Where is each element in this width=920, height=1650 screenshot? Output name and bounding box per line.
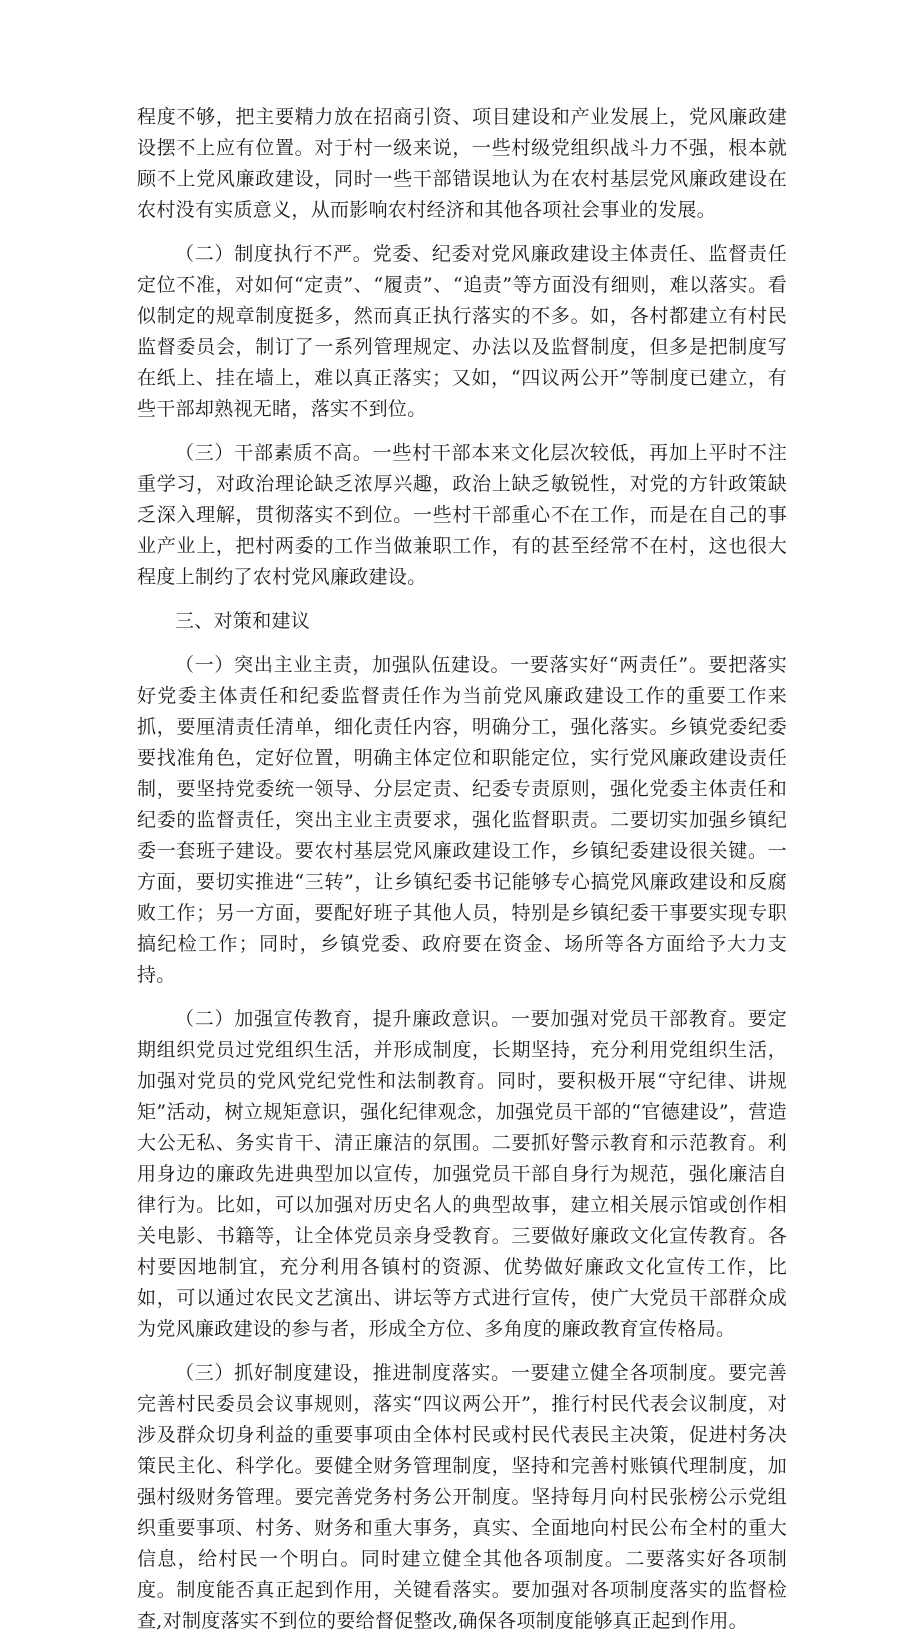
section-heading-countermeasures: 三、对策和建议 — [175, 610, 311, 632]
document-page — [137, 102, 787, 1650]
paragraph-main-duty: （一）突出主业主责，加强队伍建设。一要落实好“两责任”。要把落实好党委主体责任和纪委监督责任作为当前党风廉政建设工作的重要工作来抓，要厘清责任清单，细化责任内容，明确分工，强化落实。乡镇党委纪委要找准角色，定好位置，明确主体定位和职能定位，实行党风廉政建设责任制，要坚持党委统一领导、分层定责、纪委专责原则，强化党委主体责任和纪委的监督责任，突出主业主责要求，强化监督职责。二要切实加强乡镇纪委一套班子建设。要农村基层党风廉政建设工作，乡镇纪委建设很关键。一方面，要切实推进“三转”，让乡镇纪委书记能够专心搞党风廉政建设和反腐败工作；另一方面，要配好班子其他人员，特别是乡镇纪委干事要实现专职搞纪检工作；同时，乡镇党委、政府要在资金、场所等各方面给予大力支持。 — [137, 654, 787, 986]
paragraph-cadre-quality: （三）干部素质不高。一些村干部本来文化层次较低，再加上平时不注重学习，对政治理论缺乏浓厚兴趣，政治上缺乏敏锐性，对党的方针政策缺乏深入理解，贯彻落实不到位。一些村干部重心不在工作，而是在自己的事业产业上，把村两委的工作当做兼职工作，有的甚至经常不在村，这也很大程度上制约了农村党风廉政建设。 — [137, 442, 787, 588]
paragraph-continuation: 程度不够，把主要精力放在招商引资、项目建设和产业发展上，党风廉政建设摆不上应有位置。对于村一级来说，一些村级党组织战斗力不强，根本就顾不上党风廉政建设，同时一些干部错误地认为在农村基层党风廉政建设在农村没有实质意义，从而影响农村经济和其他各项社会事业的发展。 — [137, 106, 787, 221]
paragraph-system-building: （三）抓好制度建设，推进制度落实。一要建立健全各项制度。要完善完善村民委员会议事规则，落实“四议两公开”，推行村民代表会议制度，对涉及群众切身利益的重要事项由全体村民或村民代表民主决策，促进村务决策民主化、科学化。要健全财务管理制度，坚持和完善村账镇代理制度，加强村级财务管理。要完善党务村务公开制度。坚持每月向村民张榜公示党组织重要事项、村务、财务和重大事务，真实、全面地向村民公布全村的重大信息，给村民一个明白。同时建立健全其他各项制度。二要落实好各项制度。制度能否真正起到作用，关键看落实。要加强对各项制度落实的监督检查,对制度落实不到位的要给督促整改,确保各项制度能够真正起到作用。 — [137, 1362, 787, 1632]
paragraph-system-execution: （二）制度执行不严。党委、纪委对党风廉政建设主体责任、监督责任定位不准，对如何“定责”、“履责”、“追责”等方面没有细则，难以落实。看似制定的规章制度挺多，然而真正执行落实的不多。如，各村都建立有村民监督委员会，制订了一系列管理规定、办法以及监督制度，但多是把制度写在纸上、挂在墙上，难以真正落实；又如，“四议两公开”等制度已建立，有些干部却熟视无睹，落实不到位。 — [137, 243, 787, 420]
paragraph-education: （二）加强宣传教育，提升廉政意识。一要加强对党员干部教育。要定期组织党员过党组织生活，并形成制度，长期坚持，充分利用党组织生活，加强对党员的党风党纪党性和法制教育。同时，要积极开展“守纪律、讲规矩”活动，树立规矩意识，强化纪律观念，加强党员干部的“官德建设”，营造大公无私、务实肯干、清正廉洁的氛围。二要抓好警示教育和示范教育。利用身边的廉政先进典型加以宣传，加强党员干部自身行为规范，强化廉洁自律行为。比如，可以加强对历史名人的典型故事，建立相关展示馆或创作相关电影、书籍等，让全体党员亲身受教育。三要做好廉政文化宣传教育。各村要因地制宜，充分利用各镇村的资源、优势做好廉政文化宣传工作，比如，可以通过农民文艺演出、讲坛等方式进行宣传，使广大党员干部群众成为党风廉政建设的参与者，形成全方位、多角度的廉政教育宣传格局。 — [137, 1008, 787, 1340]
